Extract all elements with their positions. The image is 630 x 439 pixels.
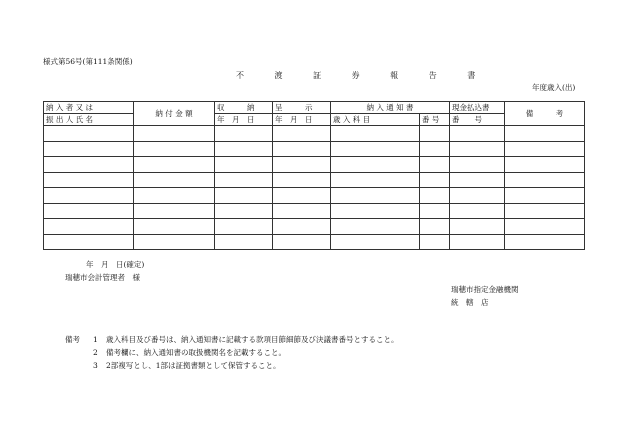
table-cell[interactable]	[450, 126, 505, 142]
note-number: 2	[93, 348, 98, 357]
header-receipt-2	[215, 114, 273, 126]
table-cell[interactable]	[273, 188, 331, 204]
table-cell[interactable]	[134, 126, 215, 142]
table-cell[interactable]	[505, 126, 585, 142]
table-cell[interactable]	[134, 157, 215, 173]
table-cell[interactable]	[505, 172, 585, 188]
header-order-2	[450, 114, 505, 126]
header-receipt-line1: 収 納	[217, 103, 255, 112]
table-cell[interactable]	[215, 126, 273, 142]
header-payer-line1: 納 入 者 又 は	[46, 103, 94, 112]
header-receipt-line2: 年 月 日	[217, 115, 255, 124]
table-cell[interactable]	[215, 219, 273, 235]
note-number: 3	[93, 361, 98, 370]
table-cell[interactable]	[420, 188, 450, 204]
table-row	[44, 172, 585, 188]
table-row	[44, 234, 585, 250]
table-cell[interactable]	[273, 157, 331, 173]
header-present-2	[273, 114, 331, 126]
header-remarks	[505, 102, 585, 126]
table-cell[interactable]	[331, 203, 420, 219]
table-cell[interactable]	[273, 219, 331, 235]
header-order	[450, 102, 505, 114]
table-cell[interactable]	[44, 219, 134, 235]
table-cell[interactable]	[331, 126, 420, 142]
table-cell[interactable]	[44, 172, 134, 188]
table-cell[interactable]	[44, 141, 134, 157]
table-cell[interactable]	[420, 172, 450, 188]
table-cell[interactable]	[273, 203, 331, 219]
table-cell[interactable]	[134, 219, 215, 235]
table-cell[interactable]	[44, 203, 134, 219]
notes-label: 備考	[65, 335, 80, 344]
table-cell[interactable]	[134, 188, 215, 204]
header-present-line1: 呈 示	[275, 103, 313, 112]
table-row	[44, 188, 585, 204]
table-cell[interactable]	[44, 188, 134, 204]
addressee: 瑞穂市会計管理者 様	[65, 273, 140, 282]
table-row	[44, 126, 585, 142]
table-cell[interactable]	[215, 234, 273, 250]
table-cell[interactable]	[44, 126, 134, 142]
header-number	[420, 114, 450, 126]
header-notice-label: 納 入 通 知 書	[366, 103, 414, 112]
table-cell[interactable]	[134, 234, 215, 250]
table-cell[interactable]	[450, 157, 505, 173]
table-cell[interactable]	[331, 219, 420, 235]
header-order-line2: 番 号	[452, 115, 483, 124]
table-cell[interactable]	[215, 172, 273, 188]
table-cell[interactable]	[450, 219, 505, 235]
table-cell[interactable]	[331, 172, 420, 188]
table-cell[interactable]	[450, 141, 505, 157]
header-subject	[331, 114, 420, 126]
table-cell[interactable]	[420, 157, 450, 173]
header-remarks-label: 備 考	[525, 109, 564, 118]
table-cell[interactable]	[505, 219, 585, 235]
table-cell[interactable]	[420, 141, 450, 157]
note-text: 備考欄に、納入通知書の取扱機関名を記載すること。	[106, 348, 286, 357]
header-amount-label: 納 付 金 額	[155, 109, 193, 118]
header-present-line2: 年 月 日	[275, 115, 313, 124]
table-row	[44, 157, 585, 173]
table-cell[interactable]	[420, 234, 450, 250]
table-cell[interactable]	[134, 172, 215, 188]
header-present	[273, 102, 331, 114]
page-title: 不 渡 証 券 報 告 書	[236, 71, 490, 80]
table-cell[interactable]	[331, 234, 420, 250]
table-cell[interactable]	[215, 141, 273, 157]
header-payer	[44, 102, 134, 114]
notes-section	[65, 333, 399, 372]
table-cell[interactable]	[450, 234, 505, 250]
table-row	[44, 219, 585, 235]
table-cell[interactable]	[215, 188, 273, 204]
table-cell[interactable]	[450, 203, 505, 219]
sender-branch: 統 轄 店	[451, 298, 489, 307]
header-payer-2	[44, 114, 134, 126]
header-receipt	[215, 102, 273, 114]
date-confirmed: 年 月 日(確定)	[86, 260, 145, 269]
header-subject-label: 歳 入 科 目	[333, 115, 371, 124]
table-cell[interactable]	[331, 188, 420, 204]
table-cell[interactable]	[505, 234, 585, 250]
table-cell[interactable]	[44, 234, 134, 250]
table-cell[interactable]	[273, 172, 331, 188]
table-cell[interactable]	[450, 172, 505, 188]
table-cell[interactable]	[215, 203, 273, 219]
table-cell[interactable]	[44, 157, 134, 173]
table-cell[interactable]	[273, 126, 331, 142]
table-cell[interactable]	[331, 157, 420, 173]
table-cell[interactable]	[215, 157, 273, 173]
table-row	[44, 141, 585, 157]
note-text: 歳入科目及び番号は、納入通知書に記載する款項目節細節及び決議書番号とすること。	[106, 335, 399, 344]
table-row	[44, 203, 585, 219]
header-notice	[331, 102, 450, 114]
table-cell[interactable]	[273, 141, 331, 157]
table-cell[interactable]	[505, 141, 585, 157]
header-amount	[134, 102, 215, 126]
table-cell[interactable]	[420, 219, 450, 235]
fiscal-year-label: 年度歳入(出)	[532, 83, 576, 92]
form-number: 様式第56号(第111条関係)	[43, 57, 133, 66]
table-cell[interactable]	[450, 188, 505, 204]
header-payer-line2: 振 出 人 氏 名	[46, 115, 94, 124]
table-cell[interactable]	[505, 157, 585, 173]
table-cell[interactable]	[420, 126, 450, 142]
header-order-line1: 現金払込書	[452, 103, 490, 112]
table-cell[interactable]	[505, 203, 585, 219]
table-cell[interactable]	[273, 234, 331, 250]
table-cell[interactable]	[505, 188, 585, 204]
table-cell[interactable]	[331, 141, 420, 157]
sender-organization: 瑞穂市指定金融機関	[451, 285, 519, 294]
table-cell[interactable]	[420, 203, 450, 219]
note-number: 1	[93, 335, 98, 344]
table-cell[interactable]	[134, 141, 215, 157]
note-text: 2部複写とし、1部は証拠書類として保管すること。	[106, 361, 281, 370]
report-table	[43, 101, 585, 250]
header-number-label: 番 号	[422, 115, 440, 124]
table-cell[interactable]	[134, 203, 215, 219]
